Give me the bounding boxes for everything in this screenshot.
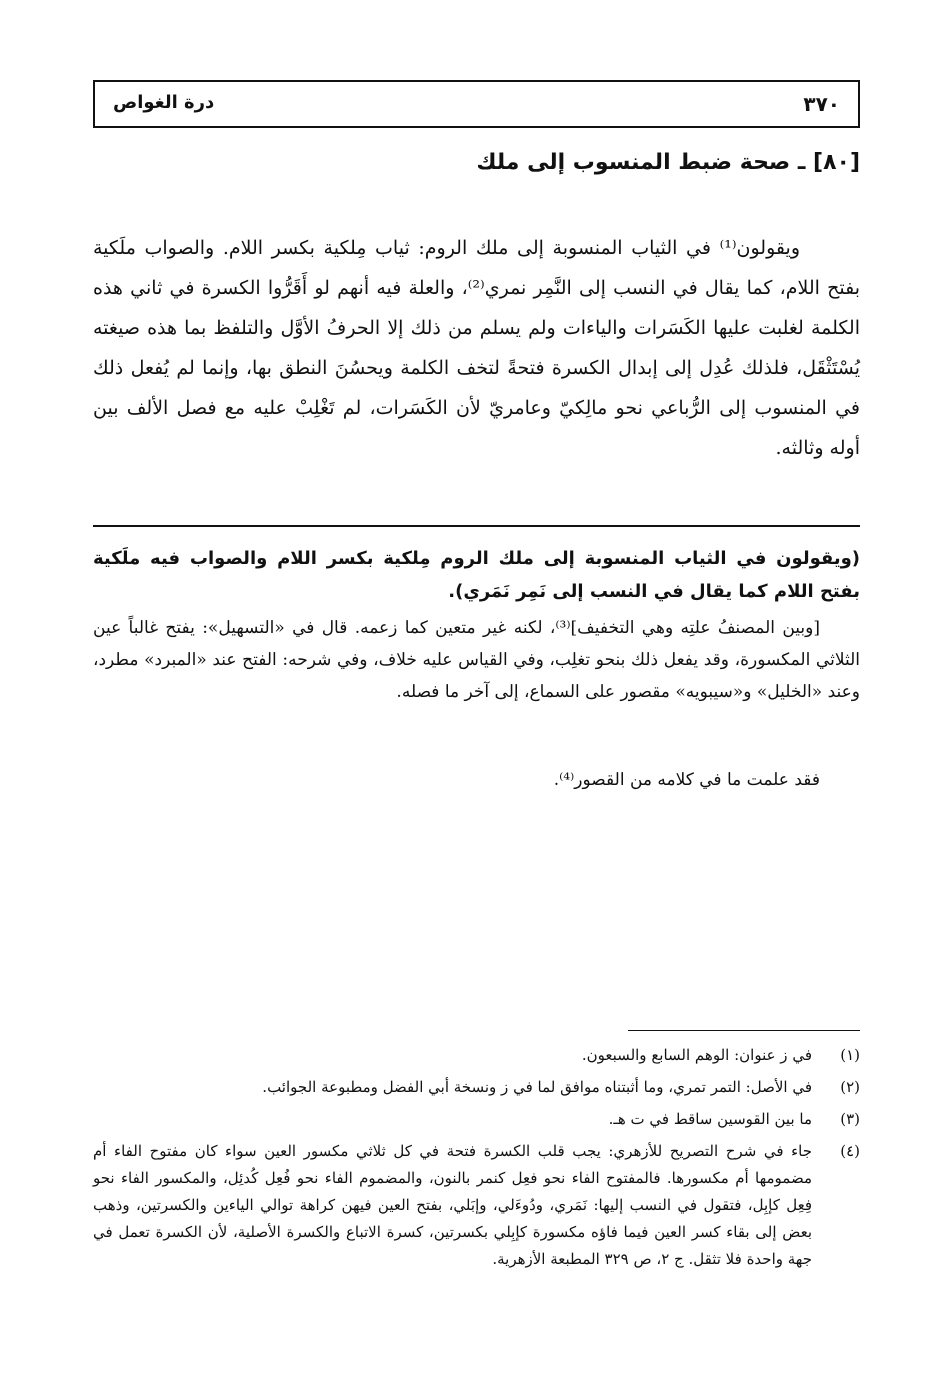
book-title: درة الغواص [113,92,215,113]
footnotes [93,1042,860,1273]
page-number: ٣٧٠ [803,92,840,116]
commentary-paragraph-1: [وبين المصنفُ علتِه وهي التخفيف]⁽³⁾، لكنه غير متعين كما زعمه. قال في «التسهيل»: يفتح غالباً عين الثلاثي المكسورة، وقد يفعل ذلك بنحو تغلِب، وفي القياس عليه خلاف، وفي شرحه: الفتح عند «المبرد» مطرد، وعند «الخليل» و«سيبويه» مقصور على السماع، إلى آخر ما فصله. [93,618,860,702]
footnote-number: (١) [840,1046,860,1064]
footnote-text: في الأصل: التمر تمري، وما أثبتناه موافق لما في ز ونسخة أبي الفضل ومطبوعة الجوائب. [262,1078,812,1096]
footnote-number: (٢) [840,1078,860,1096]
footnote-number: (٤) [840,1142,860,1160]
section-divider [93,525,860,527]
commentary-quote: (ويقولون في الثياب المنسوبة إلى ملك الروم مِلكية بكسر اللام والصواب فيه ملَكية بفتح اللام كما يقال في النسب إلى نَمِر نَمَري). [93,548,860,602]
footnote-3 [93,1106,860,1133]
footnote-text: في ز عنوان: الوهم السابع والسبعون. [581,1046,812,1064]
footnote-text: جاء في شرح التصريح للأزهري: يجب قلب الكسرة فتحة في كل ثلاثي مكسور العين سواء كان مفتوح الفاء أم مضمومها أم مكسورها. فالمفتوح الفاء نحو فعِل كنمر بالنون، والمضموم الفاء نحو فُعِل كُدئِل، والمكسور الفاء نحو فِعِل كإبِل، فتقول في النسب إليها: نَمَري، ودُوءَلي، وإبَلي، بفتح العين فيهن كراهة توالي الياءين والكسرتين، وذهب بعض إلى بقاء كسر العين فيما فاؤه مكسورة كإبِلي بكسرتين، كسرة الاتباع والكسرة الأصلية، لأن الكسرة تعمل في جهة واحدة فلا تثقل. ج ٢، ص ٣٢٩ المطبعة الأزهرية. [93,1142,812,1268]
section-title: [٨٠] ـ صحة ضبط المنسوب إلى ملك [476,150,860,175]
footnote-text: ما بين القوسين ساقط في ت هـ. [608,1110,812,1128]
main-paragraph: ويقولون⁽¹⁾ في الثياب المنسوبة إلى ملك الروم: ثياب مِلكية بكسر اللام. والصواب ملَكية بفتح اللام، كما يقال في النسب إلى النَّمِر نمري⁽²⁾، والعلة فيه أنهم لو أَقَرُّوا الكسرة في ثاني هذه الكلمة لغلبت عليها الكَسَرات والياءات ولم يسلم من ذلك إلا الحرفُ الأوَّل والتلفظ بما هذه صيغته يُسْتَثْقَل، فلذلك عُدِل إلى إبدال الكسرة فتحةً لتخف الكلمة ويحسُنَ النطق بها، وإنما لم يُفعل ذلك في المنسوب إلى الرُّباعي نحو مالِكيّ وعامريّ لأن الكَسَرات، لم تَغْلِبْ عليه مع فصل الألف بين أوله وثالثه. [93,237,860,459]
footnote-2 [93,1074,860,1101]
footnote-1 [93,1042,860,1069]
running-header [93,80,860,128]
footnote-4 [93,1138,860,1273]
commentary-paragraph-2: فقد علمت ما في كلامه من القصور⁽⁴⁾. [553,770,820,790]
footnote-number: (٣) [840,1110,860,1128]
footnote-separator [628,1030,860,1031]
